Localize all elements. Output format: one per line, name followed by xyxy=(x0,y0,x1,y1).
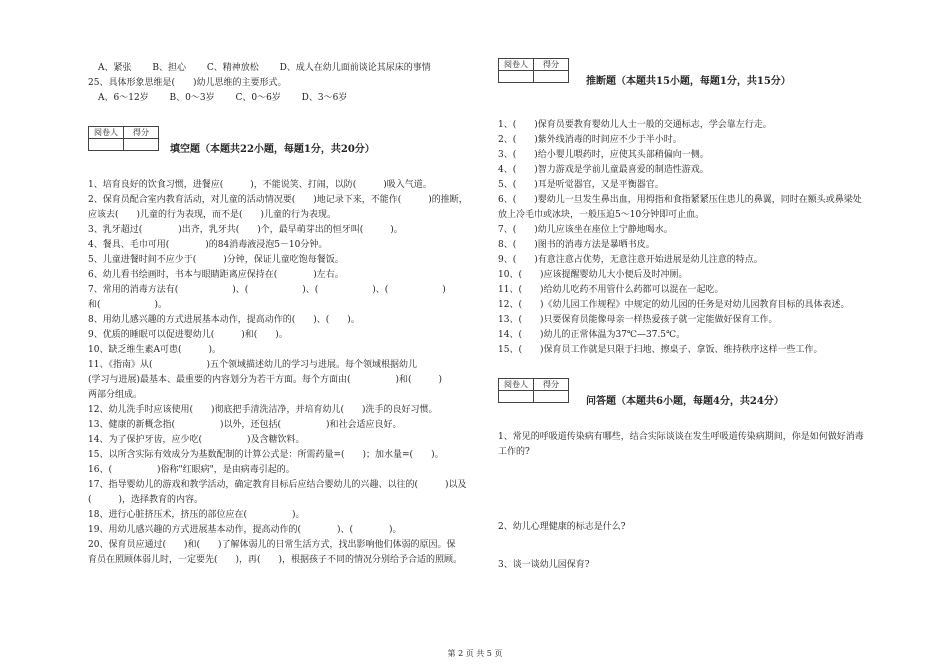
score-cell xyxy=(534,71,569,83)
list-item: 6、( )婴幼儿一旦发生鼻出血，用拇指和食指紧紧压住患儿的鼻翼，同时在额头或鼻梁处 xyxy=(498,195,862,205)
score-label: 得分 xyxy=(534,59,569,71)
list-item: 应该去( )儿童的行为表现，而不是( )儿童的行为表现。 xyxy=(88,210,337,220)
list-item: 19、用幼儿感兴趣的方式进展基本动作，提高动作的( )、( )。 xyxy=(88,525,402,535)
list-item: 12、( )《幼儿园工作规程》中规定的幼儿园的任务是对幼儿园教育目标的具体表述。 xyxy=(498,300,850,310)
list-item: 5、儿童进餐时间不应少于( )分钟，保证儿童吃饱每餐饭。 xyxy=(88,255,344,265)
list-item: 20、保育员应通过( )和( )了解体弱儿的日常生活方式，找出影响他们体弱的原因。保 xyxy=(88,540,456,550)
list-item: 3、谈一谈幼儿园保育? xyxy=(498,560,590,570)
list-item: 10、缺乏维生素A可患( )。 xyxy=(88,345,221,355)
list-item: 1、培育良好的饮食习惯，进餐应( )，不能说笑、打闹，以防( )吸入气道。 xyxy=(88,180,432,190)
list-item: 13、健康的新概念指( )以外，还包括( )和社会适应良好。 xyxy=(88,420,402,430)
question-25-options: A、6～12岁 B、0～3岁 C、0～6岁 D、3～6岁 xyxy=(98,93,348,103)
list-item: 14、( )幼儿的正常体温为37℃—37.5℃。 xyxy=(498,330,686,340)
grader-label: 阅卷人 xyxy=(499,59,534,71)
grader-label: 阅卷人 xyxy=(499,379,534,391)
list-item: 8、用幼儿感兴趣的方式进展基本动作，提高动作的( )、( )。 xyxy=(88,315,360,325)
score-label: 得分 xyxy=(124,127,159,139)
list-item: 15、以所含实际有效成分为基数配制的计算公式是：所需药量=( )；加水量=( )。 xyxy=(88,450,444,460)
list-item: 8、( )图书的消毒方法是暴晒书皮。 xyxy=(498,240,655,250)
list-item: 1、( )保育员要教育婴幼儿人士一般的交通标志，学会靠左行走。 xyxy=(498,120,772,130)
list-item: 11、《指南》从( )五个领域描述幼儿的学习与进展。每个领域根据幼儿 xyxy=(88,360,417,370)
list-item: 和( )。 xyxy=(88,300,168,310)
list-item: 2、( )紫外线消毒的时间应不少于半小时。 xyxy=(498,135,682,145)
list-item: 9、( )有意注意占优势，无意注意开始进展是幼儿注意的特点。 xyxy=(498,255,763,265)
list-item: 15、( )保育员工作就是只限于扫地、擦桌子、拿饭、维持秩序这样一些工作。 xyxy=(498,345,823,355)
grader-cell xyxy=(89,139,124,151)
fill-blank-section-header xyxy=(88,126,483,166)
score-cell xyxy=(534,391,569,403)
list-item: 16、( )俗称"红眼病"，是由病毒引起的。 xyxy=(88,465,295,475)
list-item: 11、( )给幼儿吃药不用管什么药都可以混在一起吃。 xyxy=(498,285,724,295)
list-item: 9、优质的睡眠可以促进婴幼儿( )和( )。 xyxy=(88,330,288,340)
left-column xyxy=(88,61,483,568)
list-item: 13、( )只要保育员能像母亲一样热爱孩子就一定能做好保育工作。 xyxy=(498,315,778,325)
list-item: 工作的? xyxy=(498,447,530,457)
judge-list xyxy=(498,118,893,358)
list-item: 6、幼儿看书绘画时，书本与眼睛距离应保持在( )左右。 xyxy=(88,270,344,280)
list-item: 3、乳牙超过( )出齐，乳牙共( )个，最早萌芽出的恒牙叫( )。 xyxy=(88,225,403,235)
question-24-options: A、紧张 B、担心 C、精神放松 D、成人在幼儿面前谈论其尿床的事情 xyxy=(98,63,431,73)
section-title-fill-blank: 填空题（本题共22小题，每题1分，共20分） xyxy=(170,144,375,155)
list-item: 18、进行心脏挤压术，挤压的部位应在( )。 xyxy=(88,510,305,520)
grader-cell xyxy=(499,71,534,83)
list-item: ( )，选择教育的内容。 xyxy=(88,495,204,505)
grader-cell xyxy=(499,391,534,403)
right-column xyxy=(498,58,893,573)
score-cell xyxy=(124,139,159,151)
score-box xyxy=(498,378,569,403)
list-item: 3、( )给小婴儿喂药时，应使其头部稍偏向一侧。 xyxy=(498,150,709,160)
list-item: 7、( )幼儿应该坐在座位上宁静地喝水。 xyxy=(498,225,673,235)
list-item: 2、幼儿心理健康的标志是什么? xyxy=(498,522,626,532)
qa-section-header xyxy=(498,378,893,418)
list-item: 10、( )应该提醒婴幼儿大小便后及时冲厕。 xyxy=(498,270,688,280)
page-number: 第 2 页 共 5 页 xyxy=(447,649,503,658)
score-label: 得分 xyxy=(534,379,569,391)
list-item: 17、指导婴幼儿的游戏和教学活动，确定教育目标后应结合婴幼儿的兴趣、以往的( )以及 xyxy=(88,480,467,490)
list-item: 14、为了保护牙齿，应少吃( )及含糖饮料。 xyxy=(88,435,305,445)
grader-label: 阅卷人 xyxy=(89,127,124,139)
question-25: 25、具体形象思维是( )幼儿思维的主要形式。 xyxy=(88,78,287,88)
list-item: 7、常用的消毒方法有( )、( )、( )、( ) xyxy=(88,285,446,295)
list-item: 4、( )智力游戏是学前儿童最喜爱的制造性游戏。 xyxy=(498,165,709,175)
judge-section-header xyxy=(498,58,893,98)
list-item: 12、幼儿洗手时应该使用( )彻底把手清洗洁净，并培育幼儿( )洗手的良好习惯。 xyxy=(88,405,438,415)
section-title-judge: 推断题（本题共15小题，每题1分，共15分） xyxy=(586,76,791,87)
list-item: 2、保育员配合室内教育活动，对儿童的活动情况要( )地记录下来，不能作( )的推断， xyxy=(88,195,468,205)
section-title-qa: 问答题（本题共6小题，每题4分，共24分） xyxy=(586,396,784,407)
list-item: 放上冷毛巾或冰块，一般压迫5～10分钟即可止血。 xyxy=(498,210,705,220)
list-item: 1、常见的呼吸道传染病有哪些，结合实际谈谈在发生呼吸道传染病期间，你是如何做好消毒 xyxy=(498,432,864,442)
score-box xyxy=(88,126,159,151)
list-item: (学习与进展)最基本、最重要的内容划分为若干方面。每个方面由( )和( ) xyxy=(88,375,443,385)
list-item: 4、餐具、毛巾可用( )的84消毒液浸泡5－10分钟。 xyxy=(88,240,328,250)
list-item: 两部分组成。 xyxy=(88,390,143,400)
fill-blank-list xyxy=(88,178,483,568)
list-item: 育员在照顾体弱儿时，一定要先( )，再( )，根据孩子不同的情况分别给予合适的照顾。 xyxy=(88,555,463,565)
qa-list xyxy=(498,430,893,573)
list-item: 5、( )耳是听觉器官，又是平衡器官。 xyxy=(498,180,664,190)
score-box xyxy=(498,58,569,83)
